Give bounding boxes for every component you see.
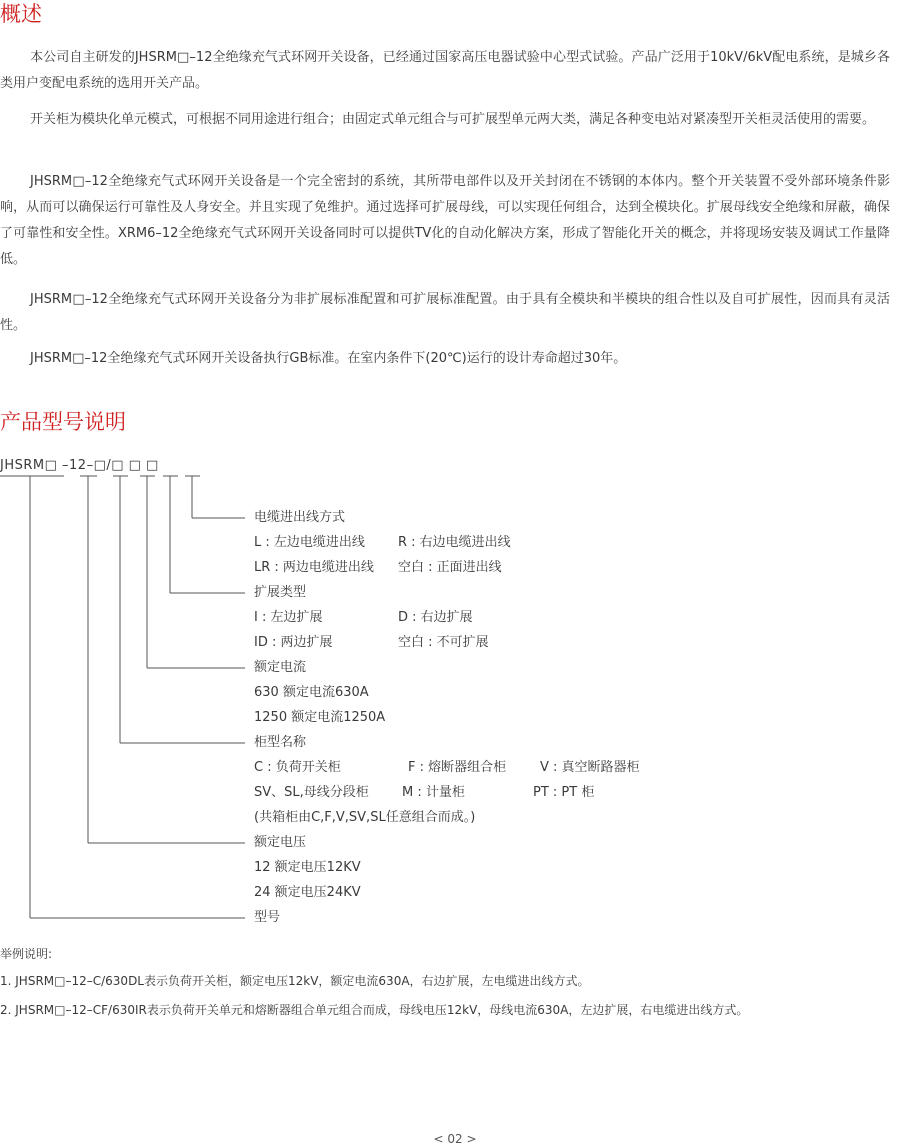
example-item: 1. JHSRM□–12–C/630DL表示负荷开关柜，额定电压12kV，额定电流630A，右边扩展，左电缆进出线方式。 bbox=[0, 974, 590, 988]
overview-paragraph: JHSRM□–12全绝缘充气式环网开关设备分为非扩展标准配置和可扩展标准配置。由于具有全模块和半模块的组合性以及自可扩展性，因而具有灵活性。 bbox=[0, 292, 890, 333]
example-item: 2. JHSRM□–12–CF/630IR表示负荷开关单元和熔断器组合单元组合而成，母线电压12kV，母线电流630A，左边扩展，右电缆进出线方式。 bbox=[0, 1003, 749, 1017]
cable-option: R : 右边电缆进出线 bbox=[398, 535, 511, 550]
cable-option: L : 左边电缆进出线 bbox=[254, 535, 365, 550]
current-option: 630 额定电流630A bbox=[254, 685, 369, 700]
model-section-title: 产品型号说明 bbox=[0, 410, 126, 434]
page-number: < 02 > bbox=[433, 1132, 477, 1146]
extension-option: ID : 两边扩展 bbox=[254, 635, 333, 650]
overview-paragraph: 开关柜为模块化单元模式，可根据不同用途进行组合；由固定式单元组合与可扩展型单元两大类，满足各种变电站对紧凑型开关柜灵活使用的需要。 bbox=[30, 112, 876, 127]
cabinet-option: C : 负荷开关柜 bbox=[254, 760, 341, 775]
cabinet-option: F : 熔断器组合柜 bbox=[408, 760, 507, 775]
cable-option: LR : 两边电缆进出线 bbox=[254, 560, 374, 575]
cable-option: 空白 : 正面进出线 bbox=[398, 560, 502, 575]
extension-heading: 扩展类型 bbox=[254, 585, 307, 600]
voltage-option: 12 额定电压12KV bbox=[254, 860, 361, 875]
overview-paragraph: JHSRM□–12全绝缘充气式环网开关设备执行GB标准。在室内条件下(20℃)运行的设计寿命超过30年。 bbox=[30, 351, 627, 366]
current-option: 1250 额定电流1250A bbox=[254, 710, 386, 725]
cabinet-option: SV、SL,母线分段柜 bbox=[254, 785, 369, 800]
overview-paragraph: 本公司自主研发的JHSRM□–12全绝缘充气式环网开关设备，已经通过国家高压电器试验中心型式试验。产品广泛用于10kV/6kV配电系统，是城乡各类用户变配电系统的选用开关产品。 bbox=[0, 50, 890, 91]
examples-heading: 举例说明: bbox=[0, 947, 53, 961]
cabinet-option: V : 真空断路器柜 bbox=[540, 760, 640, 775]
cabinet-option: M : 计量柜 bbox=[402, 785, 465, 800]
cabinet-heading: 柜型名称 bbox=[254, 735, 307, 750]
cabinet-option: PT : PT 柜 bbox=[533, 785, 595, 800]
extension-option: I : 左边扩展 bbox=[254, 610, 323, 625]
current-heading: 额定电流 bbox=[254, 660, 307, 675]
model-code: JHSRM□ –12–□/□ □ □ bbox=[0, 458, 159, 473]
cable-heading: 电缆进出线方式 bbox=[254, 510, 346, 525]
overview-paragraph: JHSRM□–12全绝缘充气式环网开关设备是一个完全密封的系统，其所带电部件以及开关封闭在不锈钢的本体内。整个开关装置不受外部环境条件影响，从而可以确保运行可靠性及人身安全。并且实现了免维护。通过选择可扩展母线，可以实现任何组合，达到全模块化。扩展母线安全绝缘和屏蔽，确保了可靠性和安全性。XRM6–12全绝缘充气式环网开关设备同时可以提供TV化的自动化解决方案，形成了智能化开关的概念，并将现场安装及调试工作量降低。 bbox=[0, 174, 890, 267]
model-label: 型号 bbox=[254, 910, 281, 925]
overview-title: 概述 bbox=[0, 2, 42, 26]
cabinet-note: (共箱柜由C,F,V,SV,SL任意组合而成。) bbox=[254, 810, 476, 825]
voltage-heading: 额定电压 bbox=[254, 835, 307, 850]
voltage-option: 24 额定电压24KV bbox=[254, 885, 361, 900]
extension-option: 空白 : 不可扩展 bbox=[398, 635, 489, 650]
extension-option: D : 右边扩展 bbox=[398, 610, 473, 625]
